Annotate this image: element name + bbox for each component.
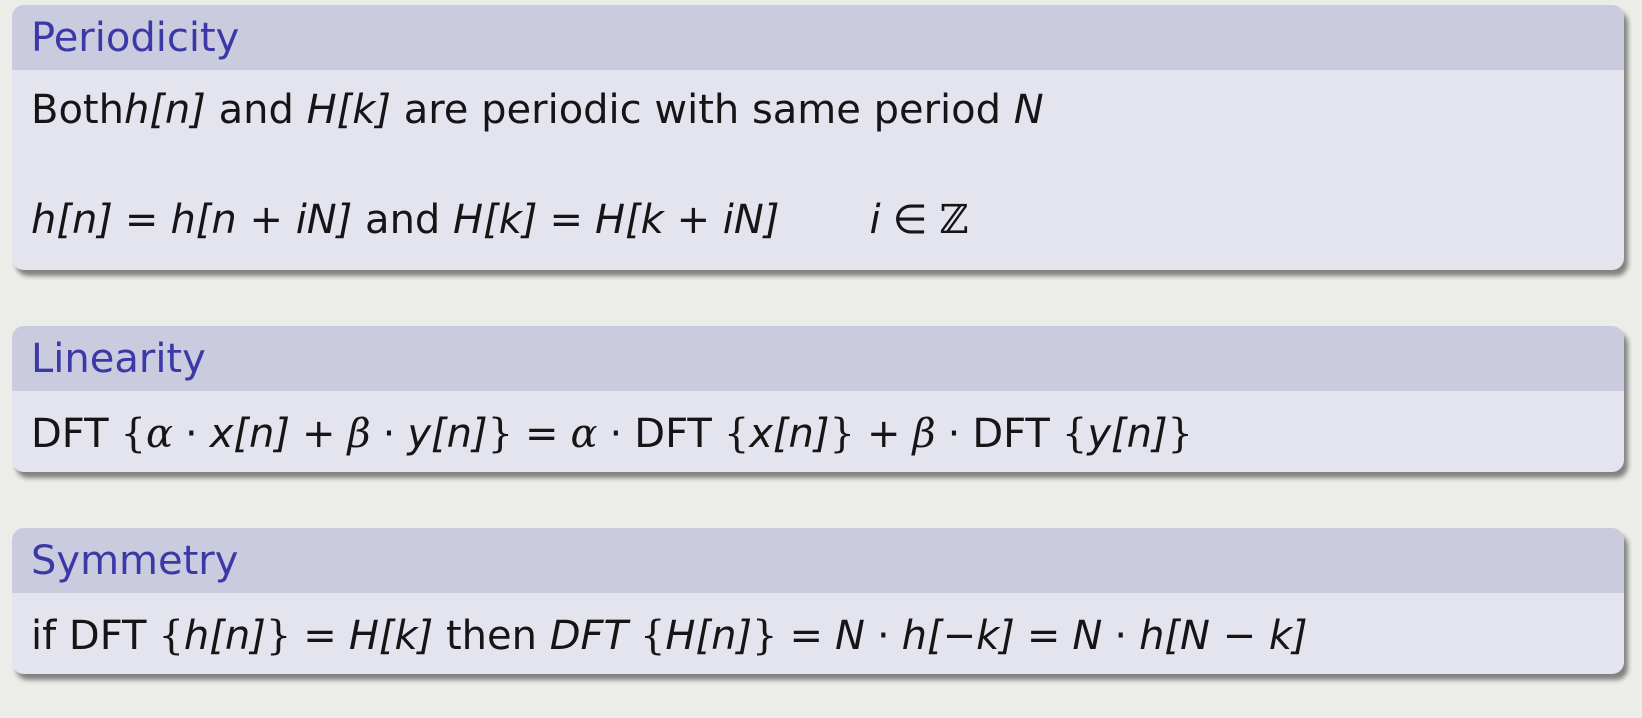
eq-lhs-h: h[n]	[31, 197, 113, 243]
linearity-body	[12, 406, 1624, 462]
statement-text-1: Both	[31, 87, 124, 133]
eq-integers-set: ℤ	[939, 197, 969, 243]
linearity-block	[12, 326, 1624, 472]
lin-dot-3: ·	[609, 411, 623, 457]
sym-rbrace-2: }	[752, 613, 778, 659]
sym-hn: h[n]	[183, 613, 266, 659]
periodicity-title: Periodicity	[12, 5, 1624, 70]
lin-dft-1: DFT	[31, 411, 109, 457]
lin-plus-1: +	[301, 411, 336, 457]
eq-equals-1: =	[124, 197, 159, 243]
linearity-equation	[31, 406, 1624, 462]
eq-domain-var: i	[869, 197, 881, 243]
sym-equals-3: =	[1026, 613, 1061, 659]
eq-and: and	[352, 197, 454, 243]
eq-element-of: ∈	[892, 197, 928, 243]
sym-Hk: H[k]	[348, 613, 434, 659]
lin-dot-1: ·	[185, 411, 198, 457]
lin-yn-1: y[n]	[407, 411, 488, 457]
lin-dft-2: DFT	[634, 411, 712, 457]
lin-plus-2: +	[866, 411, 901, 457]
sym-equals-1: =	[303, 613, 337, 659]
lin-lbrace-3: {	[1061, 411, 1088, 457]
eq-equals-2: =	[549, 197, 583, 243]
sym-dft-italic: DFT	[549, 613, 628, 659]
periodicity-statement	[31, 82, 1624, 138]
sym-h-N-minus-k: h[N − k]	[1139, 613, 1308, 659]
eq-lhs-H: H[k]	[453, 197, 538, 243]
sym-then: then	[433, 613, 550, 659]
symmetry-title: Symmetry	[12, 528, 1624, 593]
sym-N-2: N	[1072, 613, 1103, 659]
lin-equals: =	[525, 411, 559, 457]
lin-rbrace-3: }	[1167, 411, 1193, 457]
lin-yn-2: y[n]	[1087, 411, 1168, 457]
statement-H: H	[306, 87, 337, 133]
sym-equals-2: =	[789, 613, 824, 659]
sym-dft-1: DFT	[68, 613, 147, 659]
sym-if: if	[31, 613, 69, 659]
lin-dot-4: ·	[947, 411, 961, 457]
symmetry-equation	[31, 608, 1624, 664]
sym-N-1: N	[835, 613, 865, 659]
lin-rbrace-2: }	[829, 411, 855, 457]
eq-rhs-H: H[k + iN]	[595, 197, 780, 243]
periodicity-body	[12, 82, 1624, 248]
statement-text-2: and	[205, 87, 307, 133]
sym-rbrace-1: }	[265, 613, 292, 659]
eq-rhs-h: h[n + iN]	[170, 197, 353, 243]
lin-beta-1: β	[347, 411, 371, 457]
symmetry-block	[12, 528, 1624, 674]
sym-lbrace-1: {	[158, 613, 184, 659]
sym-h-minus-k: h[−k]	[901, 613, 1015, 659]
statement-n-bracket: [n]	[149, 87, 206, 133]
lin-xn-2: x[n]	[749, 411, 830, 457]
lin-xn-1: x[n]	[209, 411, 290, 457]
statement-N: N	[1013, 87, 1044, 133]
statement-h: h	[123, 87, 150, 133]
symmetry-body	[12, 608, 1624, 664]
lin-rbrace-1: }	[487, 411, 514, 457]
sym-Hn: H[n]	[665, 613, 753, 659]
statement-text-3: are periodic with same period	[391, 87, 1014, 133]
lin-beta-2: β	[912, 411, 936, 457]
periodicity-block	[12, 5, 1624, 270]
sym-dot-1: ·	[876, 613, 890, 659]
statement-k-bracket: [k]	[336, 87, 392, 133]
lin-lbrace-2: {	[723, 411, 750, 457]
periodicity-equation	[31, 192, 1624, 248]
lin-alpha-1: α	[146, 411, 174, 457]
sym-lbrace-2: {	[639, 613, 666, 659]
linearity-title: Linearity	[12, 326, 1624, 391]
lin-dot-2: ·	[382, 411, 396, 457]
lin-lbrace-1: {	[120, 411, 146, 457]
lin-alpha-2: α	[570, 411, 598, 457]
lin-dft-3: DFT	[972, 411, 1050, 457]
sym-dot-2: ·	[1114, 613, 1128, 659]
